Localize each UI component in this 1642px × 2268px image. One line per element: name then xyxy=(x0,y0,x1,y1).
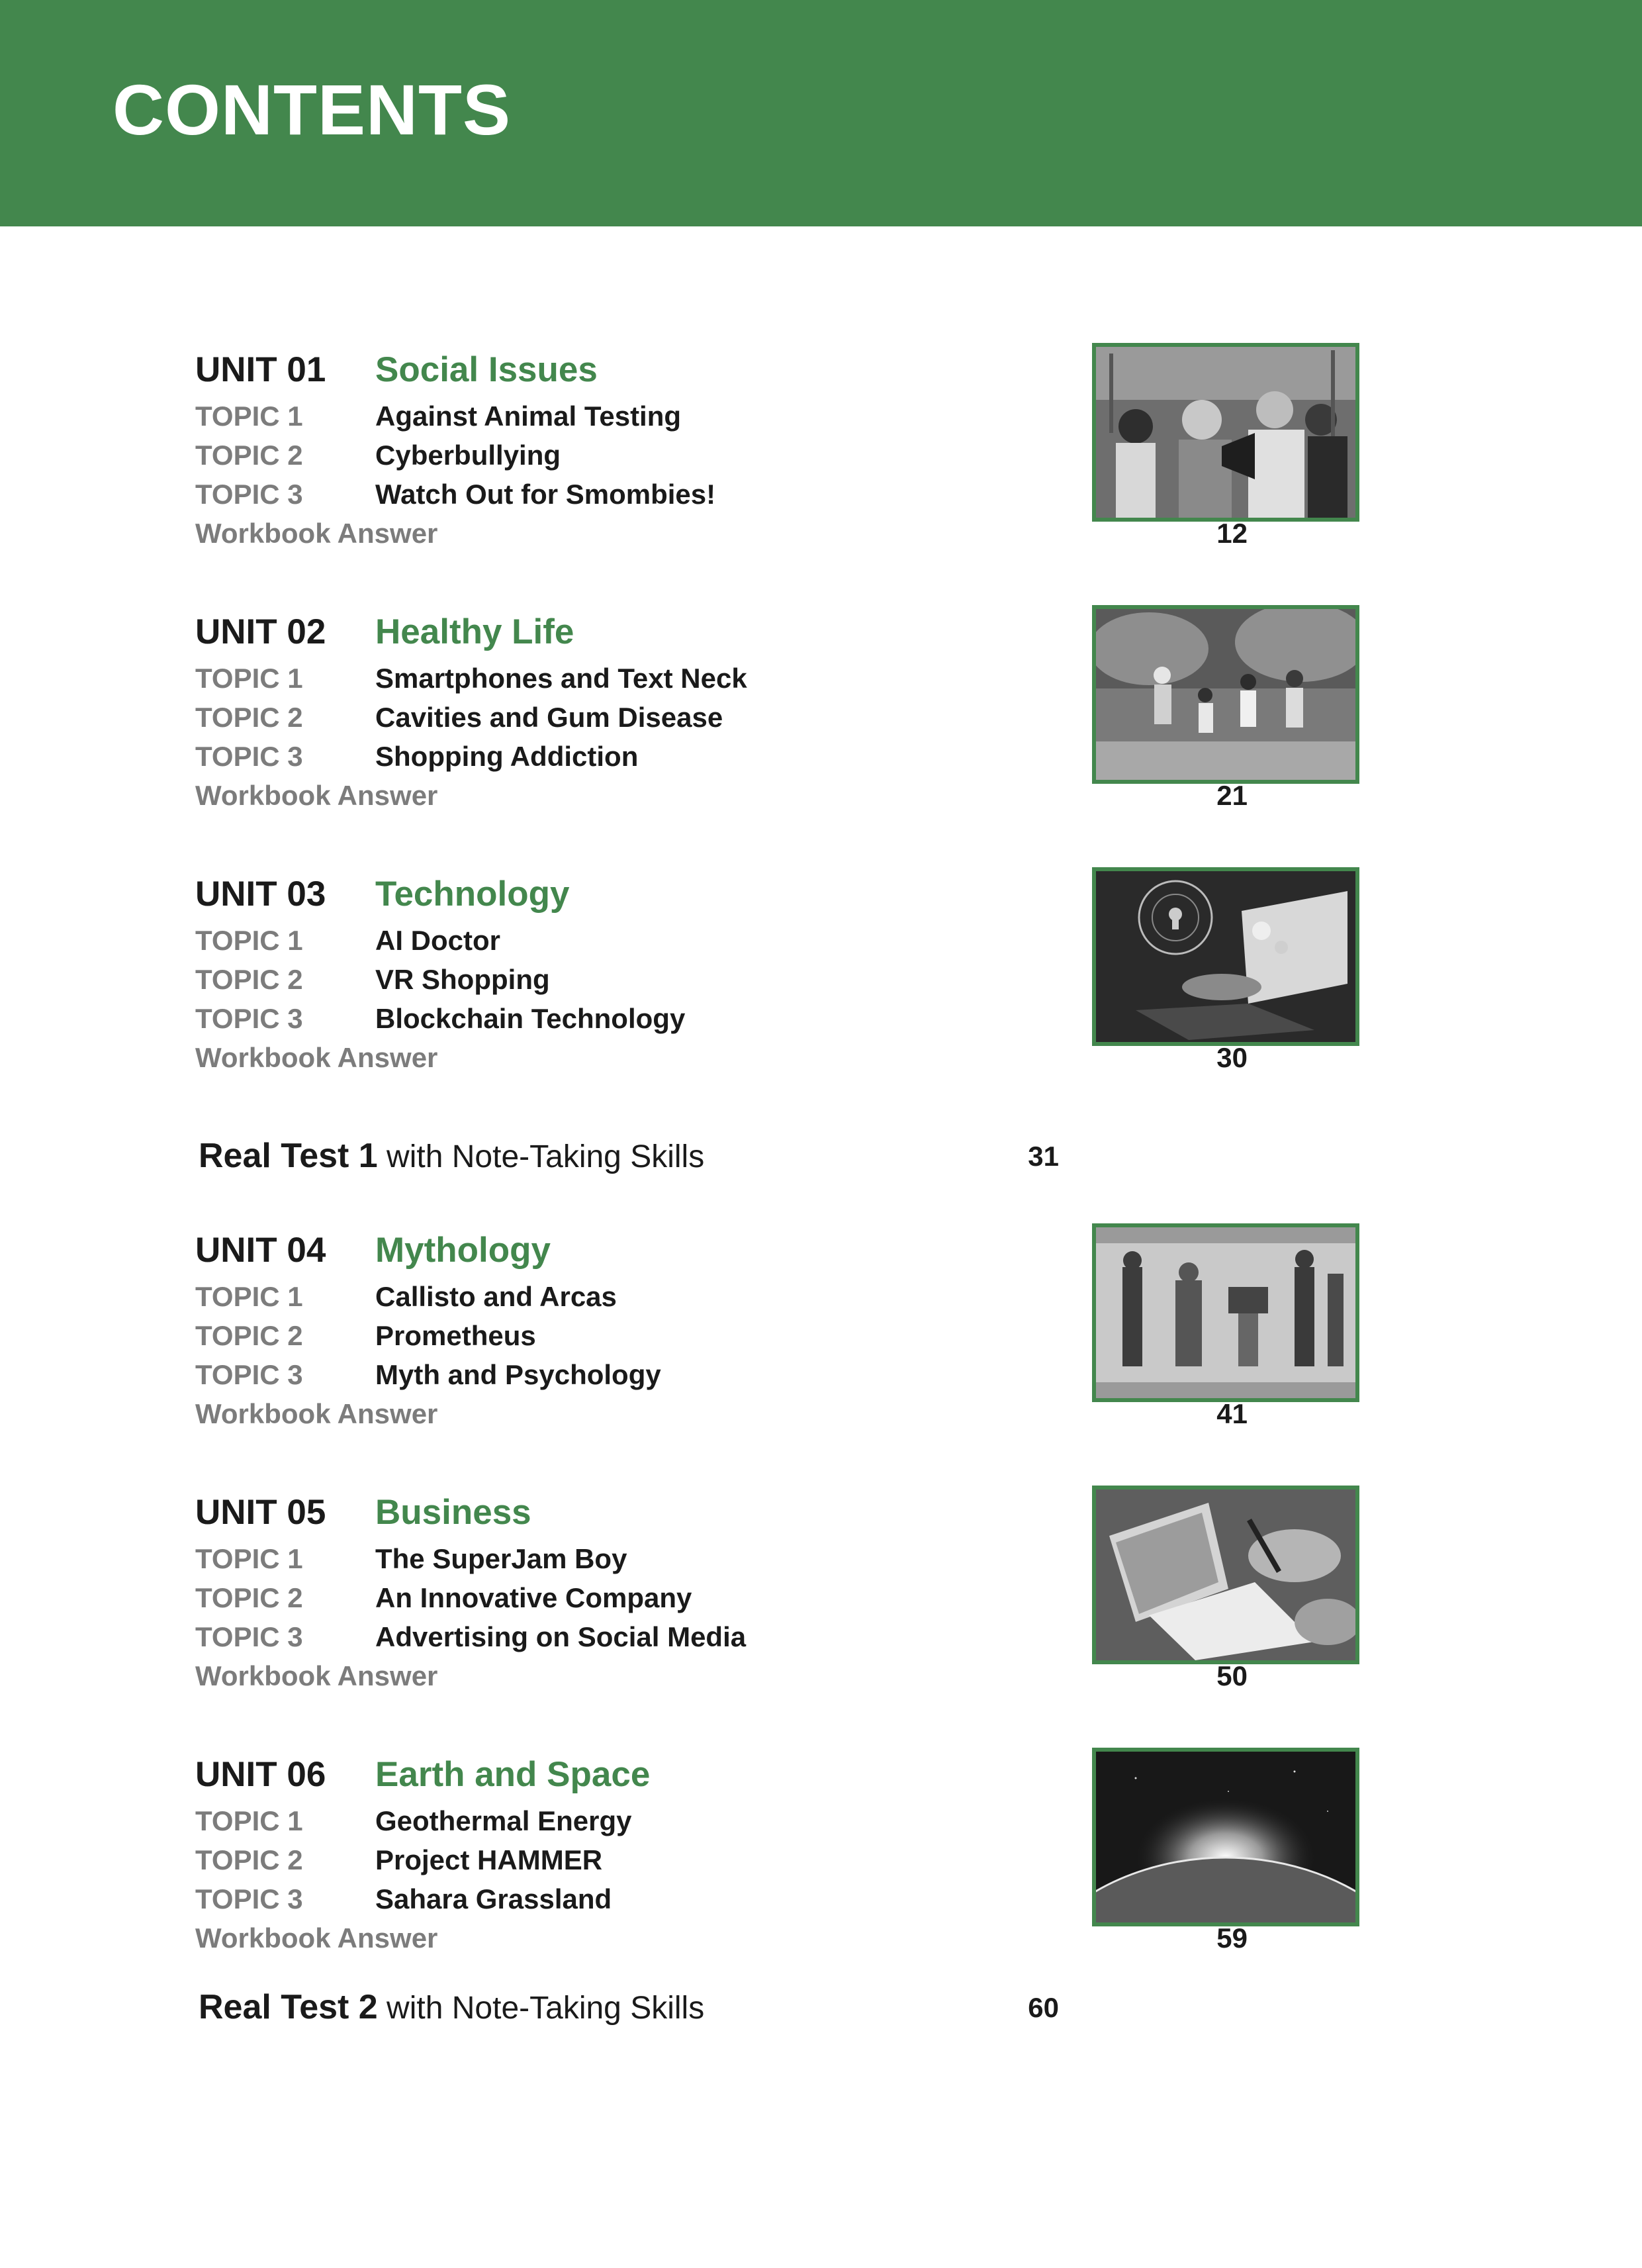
toc-entry[interactable] xyxy=(195,1623,1056,1656)
toc-entry[interactable] xyxy=(195,1846,1056,1879)
toc-entry[interactable] xyxy=(195,1322,1056,1355)
topic-title: Myth and Psychology xyxy=(375,1359,661,1390)
unit-label: UNIT 04 xyxy=(195,1231,326,1270)
unit-06-section xyxy=(195,1757,1380,1956)
topic-label: TOPIC 1 xyxy=(195,1543,303,1574)
unit-label: UNIT 01 xyxy=(195,350,326,389)
real-test-title: Real Test 1 xyxy=(199,1137,378,1175)
page-title: CONTENTS xyxy=(113,70,511,150)
topic-title: Cyberbullying xyxy=(375,440,561,471)
unit-title: Business xyxy=(375,1493,531,1532)
workbook-entry[interactable] xyxy=(195,1660,1248,1695)
unit-03-section xyxy=(195,876,1380,1075)
topic-label: TOPIC 3 xyxy=(195,1359,303,1390)
page-number: 12 xyxy=(1216,518,1248,549)
topic-title: Against Animal Testing xyxy=(375,401,682,432)
topic-title: Geothermal Energy xyxy=(375,1805,632,1836)
contents-header xyxy=(0,0,1642,226)
topic-title: The SuperJam Boy xyxy=(375,1543,627,1574)
toc-entry[interactable] xyxy=(195,1807,1056,1840)
workbook-label: Workbook Answer xyxy=(195,780,438,811)
topic-label: TOPIC 1 xyxy=(195,401,303,432)
topic-title: Blockchain Technology xyxy=(375,1003,686,1034)
topic-label: TOPIC 1 xyxy=(195,663,303,694)
unit-label: UNIT 05 xyxy=(195,1493,326,1532)
workbook-label: Workbook Answer xyxy=(195,1660,438,1691)
unit-label: UNIT 06 xyxy=(195,1755,326,1794)
topic-title: Callisto and Arcas xyxy=(375,1281,617,1312)
page-number: 21 xyxy=(1216,780,1248,811)
toc-entry[interactable] xyxy=(195,743,1056,776)
business-desk-photo xyxy=(1092,1486,1359,1664)
topic-label: TOPIC 3 xyxy=(195,1621,303,1652)
topic-title: An Innovative Company xyxy=(375,1582,692,1613)
topic-title: Watch Out for Smombies! xyxy=(375,479,716,510)
topic-label: TOPIC 2 xyxy=(195,964,303,995)
workbook-entry[interactable] xyxy=(195,780,1248,815)
toc-entry[interactable] xyxy=(195,1545,1056,1578)
unit-title: Healthy Life xyxy=(375,612,574,651)
toc-entry[interactable] xyxy=(195,1885,1056,1918)
real-test-title: Real Test 2 xyxy=(199,1988,378,2026)
topic-title: Prometheus xyxy=(375,1320,536,1351)
unit-title: Earth and Space xyxy=(375,1755,651,1794)
toc-entry[interactable] xyxy=(195,665,1056,698)
toc-entry[interactable] xyxy=(195,1584,1056,1617)
unit-05-section xyxy=(195,1495,1380,1693)
topic-label: TOPIC 3 xyxy=(195,1003,303,1034)
topic-label: TOPIC 2 xyxy=(195,1582,303,1613)
topic-label: TOPIC 2 xyxy=(195,702,303,733)
real-test-2-entry[interactable] xyxy=(199,1990,1125,2030)
topic-title: Sahara Grassland xyxy=(375,1883,612,1914)
topic-label: TOPIC 2 xyxy=(195,440,303,471)
toc-entry[interactable] xyxy=(195,966,1056,999)
topic-title: Advertising on Social Media xyxy=(375,1621,747,1652)
topic-label: TOPIC 1 xyxy=(195,1281,303,1312)
real-test-1-entry[interactable] xyxy=(199,1139,1125,1178)
unit-title: Technology xyxy=(375,874,570,914)
laptop-technology-photo xyxy=(1092,867,1359,1046)
unit-label: UNIT 03 xyxy=(195,874,326,914)
topic-title: Shopping Addiction xyxy=(375,741,639,772)
toc-entry[interactable] xyxy=(195,442,1056,475)
topic-title: Cavities and Gum Disease xyxy=(375,702,723,733)
page-number: 59 xyxy=(1216,1922,1248,1954)
workbook-entry[interactable] xyxy=(195,1922,1248,1958)
page-number: 60 xyxy=(1028,1992,1059,2023)
unit-title: Social Issues xyxy=(375,350,598,389)
page-number: 31 xyxy=(1028,1141,1059,1172)
toc-entry[interactable] xyxy=(195,1361,1056,1394)
real-test-subtitle: with Note-Taking Skills xyxy=(377,1139,705,1174)
workbook-entry[interactable] xyxy=(195,518,1248,553)
unit-04-section xyxy=(195,1233,1380,1431)
unit-02-section xyxy=(195,614,1380,813)
topic-title: Project HAMMER xyxy=(375,1844,603,1875)
topic-label: TOPIC 3 xyxy=(195,479,303,510)
toc-entry[interactable] xyxy=(195,1283,1056,1316)
toc-entry[interactable] xyxy=(195,704,1056,737)
workbook-label: Workbook Answer xyxy=(195,518,438,549)
topic-label: TOPIC 2 xyxy=(195,1320,303,1351)
unit-label: UNIT 02 xyxy=(195,612,326,651)
real-test-subtitle: with Note-Taking Skills xyxy=(377,1991,705,2026)
workbook-label: Workbook Answer xyxy=(195,1042,438,1073)
workbook-label: Workbook Answer xyxy=(195,1922,438,1954)
earth-from-space-photo xyxy=(1092,1748,1359,1926)
unit-01-section xyxy=(195,352,1380,551)
topic-title: VR Shopping xyxy=(375,964,550,995)
toc-entry[interactable] xyxy=(195,927,1056,960)
topic-label: TOPIC 2 xyxy=(195,1844,303,1875)
protest-crowd-photo xyxy=(1092,343,1359,522)
family-running-photo xyxy=(1092,605,1359,784)
page-number: 50 xyxy=(1216,1660,1248,1691)
toc-entry[interactable] xyxy=(195,481,1056,514)
egyptian-mural-photo xyxy=(1092,1223,1359,1402)
workbook-entry[interactable] xyxy=(195,1042,1248,1077)
topic-label: TOPIC 3 xyxy=(195,1883,303,1914)
workbook-entry[interactable] xyxy=(195,1398,1248,1433)
topic-label: TOPIC 1 xyxy=(195,1805,303,1836)
unit-title: Mythology xyxy=(375,1231,551,1270)
topic-label: TOPIC 3 xyxy=(195,741,303,772)
page-number: 41 xyxy=(1216,1398,1248,1429)
toc-entry[interactable] xyxy=(195,402,1056,436)
toc-entry[interactable] xyxy=(195,1005,1056,1038)
topic-title: AI Doctor xyxy=(375,925,500,956)
topic-label: TOPIC 1 xyxy=(195,925,303,956)
workbook-label: Workbook Answer xyxy=(195,1398,438,1429)
page-number: 30 xyxy=(1216,1042,1248,1073)
topic-title: Smartphones and Text Neck xyxy=(375,663,747,694)
